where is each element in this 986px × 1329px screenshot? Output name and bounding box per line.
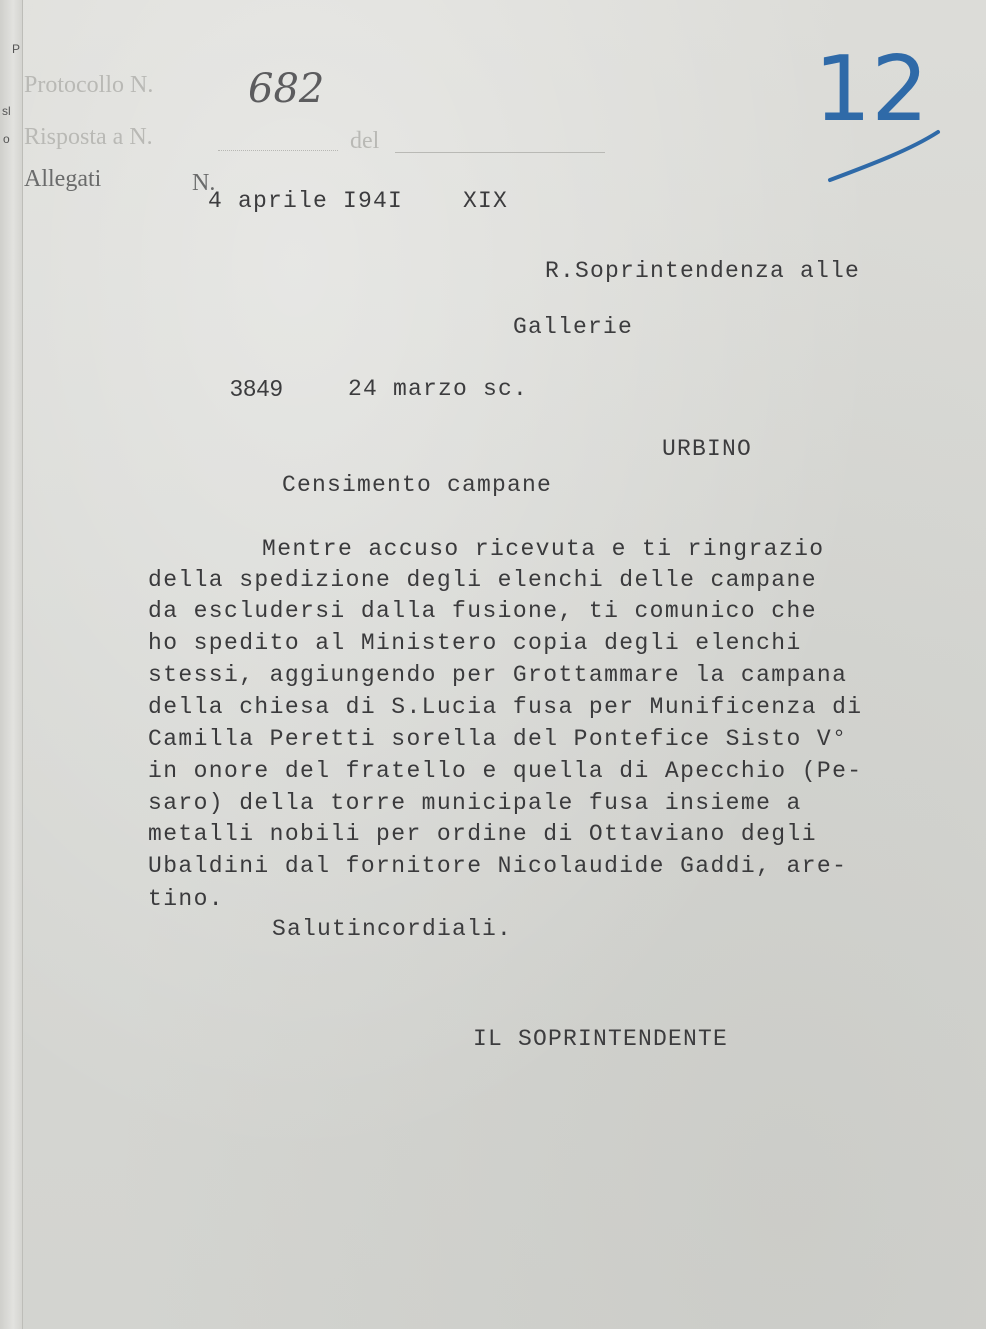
reference-date: 24 marzo sc. bbox=[348, 376, 529, 402]
recipient-city: URBINO bbox=[662, 436, 753, 462]
recipient-line-1: R.Soprintendenza alle bbox=[545, 258, 861, 284]
body-line: tino. bbox=[148, 886, 225, 912]
body-line: Camilla Peretti sorella del Pontefice Sisto V° bbox=[148, 726, 848, 752]
body-line: da escludersi dalla fusione, ti comunico che bbox=[148, 598, 817, 624]
closing-salutation: Salutincordiali. bbox=[272, 916, 513, 942]
reply-del-label: del bbox=[350, 128, 380, 154]
body-line: Ubaldini dal fornitore Nicolaudide Gaddi, are- bbox=[148, 853, 848, 879]
blue-pen-number-text: 12 bbox=[814, 37, 929, 142]
body-line: stessi, aggiungendo per Grottammare la campana bbox=[148, 662, 848, 688]
protocol-label: Protocollo N. bbox=[24, 72, 154, 98]
body-line: Mentre accuso ricevuta e ti ringrazio bbox=[262, 536, 825, 562]
signature-title: IL SOPRINTENDENTE bbox=[473, 1026, 729, 1052]
body-line: ho spedito al Ministero copia degli elenchi bbox=[148, 630, 802, 656]
attachments-n-label: N. bbox=[192, 170, 216, 196]
edge-mark: sl bbox=[2, 104, 11, 118]
body-line: metalli nobili per ordine di Ottaviano degli bbox=[148, 821, 817, 847]
underlying-sheet-edge bbox=[0, 0, 23, 1329]
handwritten-protocol-number bbox=[240, 60, 390, 120]
reference-number: 3849 bbox=[230, 375, 284, 401]
pencil-number-text: 682 bbox=[248, 66, 325, 112]
body-line: in onore del fratello e quella di Apecchio (Pe- bbox=[148, 758, 863, 784]
body-line: della spedizione degli elenchi delle campane bbox=[148, 567, 817, 593]
subject-line: Censimento campane bbox=[282, 472, 553, 498]
attachments-label: Allegati bbox=[24, 166, 102, 192]
reply-date-rule bbox=[395, 152, 605, 153]
date-line: 4 aprile I94I XIX bbox=[208, 188, 509, 214]
body-line: saro) della torre municipale fusa insieme a bbox=[148, 790, 802, 816]
edge-mark: P bbox=[12, 42, 21, 56]
body-line: della chiesa di S.Lucia fusa per Munificenza di bbox=[148, 694, 863, 720]
edge-mark: o bbox=[3, 132, 10, 146]
reply-label: Risposta a N. bbox=[24, 124, 153, 150]
handwritten-sheet-number bbox=[800, 20, 960, 190]
recipient-line-2: Gallerie bbox=[513, 314, 634, 340]
reply-number-rule bbox=[218, 150, 338, 151]
